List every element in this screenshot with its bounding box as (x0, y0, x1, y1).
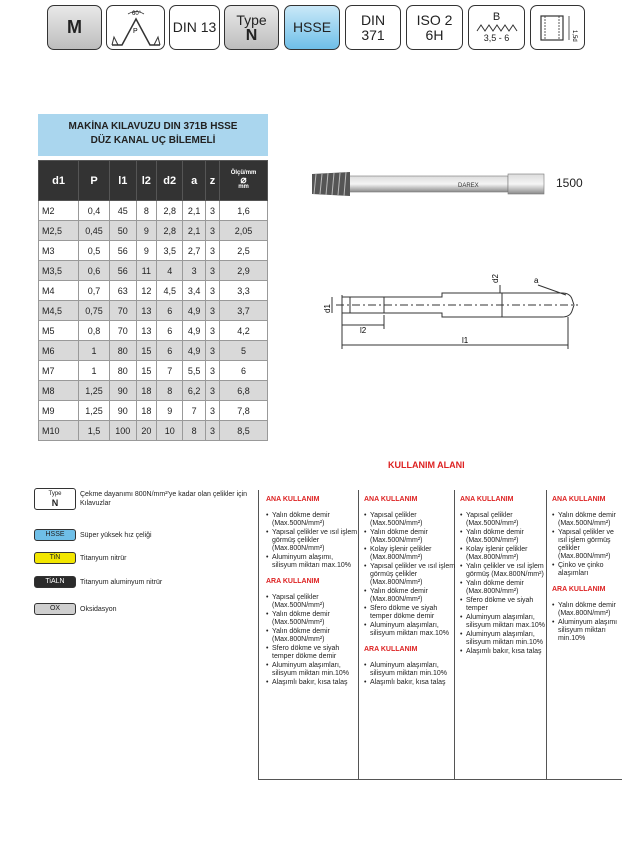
main-use-title: ANA KULLANIM (460, 496, 514, 503)
list-item: • Aluminyum alaşımları, silisyum miktarı min.10% (466, 631, 552, 647)
table-cell: 2,8 (156, 221, 182, 241)
table-cell: 4,5 (156, 281, 182, 301)
table-cell: M7 (39, 361, 79, 381)
table-cell: 45 (109, 201, 136, 221)
table-cell: 2,1 (183, 201, 206, 221)
pitch-symbol-label: P (132, 27, 138, 35)
table-cell: 7,8 (220, 401, 268, 421)
list-item: • Kolay işlenir çelikler (Max.800N/mm²) (466, 546, 552, 562)
spec-table-body (39, 201, 268, 441)
table-cell: 3 (205, 321, 219, 341)
table-cell: 3 (205, 301, 219, 321)
secondary-use-list (266, 594, 358, 687)
list-item: • Sfero dökme ve siyah temper dökme demir (272, 645, 358, 661)
list-item: • Yalın çelikler ve ısıl işlem görmüş (Max.800N/mm²) (466, 563, 552, 579)
type-badge (224, 5, 279, 50)
pitch-angle-label: 60° (131, 10, 141, 17)
list-item: • Alaşımlı bakır, kısa talaş (370, 679, 456, 687)
table-cell: M4 (39, 281, 79, 301)
thread-depth-badge (530, 5, 585, 50)
usage-column-3 (460, 496, 552, 657)
list-item: • Aluminyum alaşımları, silisyum miktarı min.10% (370, 662, 456, 678)
table-cell: 13 (136, 321, 156, 341)
list-item: • Yalın dökme demir (Max.500N/mm²) (272, 512, 358, 528)
table-cell: 11 (136, 261, 156, 281)
din371-line1: DIN (360, 11, 386, 28)
table-cell: M5 (39, 321, 79, 341)
header-drill-size (220, 161, 268, 201)
label-l2: l2 (360, 326, 367, 335)
table-cell: 2,1 (183, 221, 206, 241)
table-cell: 8 (136, 201, 156, 221)
table-cell: 6 (156, 301, 182, 321)
table-cell: 3 (205, 281, 219, 301)
table-row (39, 401, 268, 421)
list-item: • Sfero dökme ve siyah temper (466, 597, 552, 613)
table-cell: M8 (39, 381, 79, 401)
table-cell: 3 (183, 261, 206, 281)
table-cell: 8 (156, 381, 182, 401)
thread-depth-icon (533, 8, 583, 48)
table-cell: 56 (109, 241, 136, 261)
header-l1: l1 (109, 161, 136, 201)
usage-column-1 (266, 496, 358, 688)
table-cell: 70 (109, 321, 136, 341)
table-cell: 3 (205, 261, 219, 281)
list-item: • Alaşımlı bakır, kısa talaş (466, 648, 552, 656)
spec-table (38, 160, 268, 441)
table-cell: 9 (156, 401, 182, 421)
table-cell: 3 (205, 361, 219, 381)
table-cell: 9 (136, 221, 156, 241)
legend-badge-tin: TiN (34, 552, 76, 564)
list-item: • Aluminyum alaşımları, silisyum miktarı min.10% (272, 662, 358, 678)
list-item: • Aluminyum alaşımları, silisyum miktarı max.10% (466, 614, 552, 630)
table-title (38, 114, 268, 156)
table-cell: 2,05 (220, 221, 268, 241)
hsse-label: HSSE (292, 19, 332, 35)
table-cell: 4,9 (183, 321, 206, 341)
main-use-list (460, 512, 552, 656)
table-cell: 1,25 (79, 401, 110, 421)
table-cell: 9 (136, 241, 156, 261)
table-row (39, 361, 268, 381)
table-cell: 13 (136, 301, 156, 321)
table-cell: 4 (156, 261, 182, 281)
table-cell: 2,8 (156, 201, 182, 221)
list-item: • Yapısal çelikler ve ısıl işlem görmüş çelikler (Max.800N/mm²) (272, 529, 358, 553)
legend-text: Titanyum nitrür (80, 554, 127, 562)
table-cell: 3 (205, 201, 219, 221)
drill-size-unit: mm (238, 184, 249, 190)
table-cell: 6 (156, 321, 182, 341)
table-title-line2: DÜZ KANAL UÇ BİLEMELİ (90, 135, 216, 146)
list-item: • Yapısal çelikler (Max.500N/mm²) (272, 594, 358, 610)
header-p: P (79, 161, 110, 201)
table-cell: 3,3 (220, 281, 268, 301)
list-item: • Yalın dökme demir (Max.800N/mm²) (370, 588, 456, 604)
header-d2: d2 (156, 161, 182, 201)
list-item: • Yapısal çelikler ve ısıl işlem görmüş çelikler (Max.800N/mm²) (370, 563, 456, 587)
thread-profile-icon (108, 7, 164, 49)
label-a: a (534, 276, 539, 285)
table-cell: 8,5 (220, 421, 268, 441)
table-cell: 3 (205, 381, 219, 401)
table-cell: 0,6 (79, 261, 110, 281)
drill-size-top: Ölçü/mm (230, 170, 257, 176)
label-d1: d1 (323, 304, 332, 313)
table-cell: 18 (136, 401, 156, 421)
usage-area (0, 496, 622, 782)
header-l2: l2 (136, 161, 156, 201)
header-d1: d1 (39, 161, 79, 201)
table-cell: 6 (220, 361, 268, 381)
list-item: • Kolay işlenir çelikler (Max.800N/mm²) (370, 546, 456, 562)
table-cell: 6,8 (220, 381, 268, 401)
legend-text: Süper yüksek hız çeliği (80, 531, 152, 539)
list-item: • Alaşımlı bakır, kısa talaş (272, 679, 358, 687)
table-cell: 80 (109, 341, 136, 361)
table-cell: 5,5 (183, 361, 206, 381)
list-item: • Yalın dökme demir (Max.500N/mm²) (466, 529, 552, 545)
tool-brand: DAREX (458, 183, 479, 189)
secondary-use-title: ARA KULLANIM (266, 578, 320, 585)
table-cell: 8 (183, 421, 206, 441)
table-cell: 2,7 (183, 241, 206, 261)
table-cell: 50 (109, 221, 136, 241)
table-cell: 4,9 (183, 301, 206, 321)
table-cell: 3,4 (183, 281, 206, 301)
table-cell: 2,9 (220, 261, 268, 281)
chamfer-letter: B (492, 11, 501, 23)
table-cell: 90 (109, 401, 136, 421)
table-cell: 5 (220, 341, 268, 361)
table-row (39, 221, 268, 241)
main-use-list (364, 512, 456, 638)
legend-badge-tialn: TiALN (34, 576, 76, 588)
list-item: • Yalın dökme demir (Max.500N/mm²) (558, 512, 622, 528)
table-row (39, 201, 268, 221)
table-cell: 3 (205, 421, 219, 441)
table-cell: 7 (183, 401, 206, 421)
secondary-use-list (364, 662, 456, 687)
table-cell: 100 (109, 421, 136, 441)
table-cell: 63 (109, 281, 136, 301)
list-item: • Yalın dökme demir (Max.500N/mm²) (370, 529, 456, 545)
table-cell: M4,5 (39, 301, 79, 321)
din13-badge (169, 5, 220, 50)
legend-text: Oksidasyon (80, 605, 117, 613)
list-item: • Aluminyum alaşımı, silisyum miktarı max.10% (272, 554, 358, 570)
din371-line2: 371 (361, 26, 385, 43)
product-code: 1500 (556, 176, 583, 190)
table-cell: 70 (109, 301, 136, 321)
din13-label: DIN 13 (172, 19, 217, 35)
table-cell: 3 (205, 401, 219, 421)
chamfer-thread-icon (475, 23, 519, 33)
table-cell: 0,7 (79, 281, 110, 301)
table-cell: 0,4 (79, 201, 110, 221)
list-item: • Yapısal çelikler (Max.500N/mm²) (466, 512, 552, 528)
table-cell: 1,5 (79, 421, 110, 441)
list-item: • Aluminyum alaşımları, silisyum miktarı max.10% (370, 622, 456, 638)
table-cell: 3 (205, 241, 219, 261)
table-cell: 1 (79, 341, 110, 361)
table-cell: 6 (156, 341, 182, 361)
table-cell: M10 (39, 421, 79, 441)
table-cell: 20 (136, 421, 156, 441)
table-row (39, 301, 268, 321)
secondary-use-list (552, 602, 622, 643)
table-cell: M3,5 (39, 261, 79, 281)
table-cell: 0,5 (79, 241, 110, 261)
table-cell: M2,5 (39, 221, 79, 241)
drill-diameter-icon: ⌀ (240, 175, 247, 186)
secondary-use-title: ARA KULLANIM (552, 586, 606, 593)
table-cell: M3 (39, 241, 79, 261)
iso-line2: 6H (425, 26, 444, 43)
legend-badge-ox: OX (34, 603, 76, 615)
tap-photo (308, 166, 548, 202)
legend-text: Titanyum aluminyum nitrür (80, 578, 163, 586)
table-cell: M6 (39, 341, 79, 361)
type-value: N (245, 26, 258, 44)
table-row (39, 381, 268, 401)
tap-technical-drawing (322, 265, 582, 355)
list-item: • Yalın dökme demir (Max.500N/mm²) (272, 611, 358, 627)
table-row (39, 241, 268, 261)
hsse-badge (284, 5, 340, 50)
table-cell: M9 (39, 401, 79, 421)
table-cell: 2,5 (220, 241, 268, 261)
table-cell: 1,25 (79, 381, 110, 401)
list-item: • Aluminyum alaşımı silisyum miktarı min.10% (558, 619, 622, 643)
table-cell: 0,8 (79, 321, 110, 341)
metric-label: M (67, 17, 82, 37)
usage-title: KULLANIM ALANI (388, 460, 465, 470)
legend-text: Çekme dayanımı 800N/mm²'ye kadar olan çelikler için Kılavuzlar (80, 491, 248, 507)
table-cell: 3,5 (156, 241, 182, 261)
label-d2: d2 (491, 274, 500, 283)
main-use-list (552, 512, 622, 578)
main-use-title: ANA KULLANIM (364, 496, 418, 503)
legend-type-top: Type (48, 491, 62, 497)
table-row (39, 341, 268, 361)
table-row (39, 261, 268, 281)
list-item: • Çinko ve çinko alaşımları (558, 562, 622, 578)
legend-badge-hsse: HSSE (34, 529, 76, 541)
table-cell: M2 (39, 201, 79, 221)
usage-column-2 (364, 496, 456, 688)
main-use-title: ANA KULLANIM (552, 496, 606, 503)
table-cell: 3 (205, 341, 219, 361)
table-title-line1: MAKİNA KILAVUZU DIN 371B HSSE (68, 121, 238, 132)
list-item: • Yalın dökme demir (Max.800N/mm²) (558, 602, 622, 618)
list-item: • Yalın dökme demir (Max.800N/mm²) (466, 580, 552, 596)
usage-column-4 (552, 496, 622, 644)
table-cell: 0,75 (79, 301, 110, 321)
table-cell: 10 (156, 421, 182, 441)
depth-label: 1,5d (570, 29, 577, 42)
table-cell: 15 (136, 341, 156, 361)
header-a: a (183, 161, 206, 201)
list-item: • Yalın dökme demir (Max.800N/mm²) (272, 628, 358, 644)
table-cell: 18 (136, 381, 156, 401)
legend-type-value: N (51, 498, 59, 508)
table-row (39, 421, 268, 441)
list-item: • Sfero dökme ve siyah temper dökme demir (370, 605, 456, 621)
din371-badge (345, 5, 401, 50)
table-row (39, 321, 268, 341)
table-cell: 7 (156, 361, 182, 381)
spec-table-header (39, 161, 268, 201)
table-row (39, 281, 268, 301)
table-cell: 1 (79, 361, 110, 381)
table-cell: 4,2 (220, 321, 268, 341)
chamfer-badge (468, 5, 525, 50)
table-cell: 3,7 (220, 301, 268, 321)
table-cell: 15 (136, 361, 156, 381)
thread-profile-badge (106, 5, 165, 50)
metric-thread-badge (47, 5, 102, 50)
table-cell: 4,9 (183, 341, 206, 361)
main-use-list (266, 512, 358, 570)
secondary-use-title: ARA KULLANIM (364, 646, 418, 653)
label-l1: l1 (462, 336, 469, 345)
table-cell: 3 (205, 221, 219, 241)
table-cell: 90 (109, 381, 136, 401)
header-z: z (205, 161, 219, 201)
list-item: • Yapısal çelikler ve ısıl işlem görmüş çelikler (Max.800N/mm²) (558, 529, 622, 561)
table-cell: 12 (136, 281, 156, 301)
table-cell: 56 (109, 261, 136, 281)
list-item: • Yapısal çelikler (Max.500N/mm²) (370, 512, 456, 528)
chamfer-range: 3,5 - 6 (483, 33, 510, 43)
type-label: Type (236, 11, 267, 28)
main-use-title: ANA KULLANIM (266, 496, 320, 503)
iso-badge (406, 5, 463, 50)
table-cell: 80 (109, 361, 136, 381)
table-cell: 1,6 (220, 201, 268, 221)
table-cell: 0,45 (79, 221, 110, 241)
iso-line1: ISO 2 (416, 11, 453, 28)
table-cell: 6,2 (183, 381, 206, 401)
